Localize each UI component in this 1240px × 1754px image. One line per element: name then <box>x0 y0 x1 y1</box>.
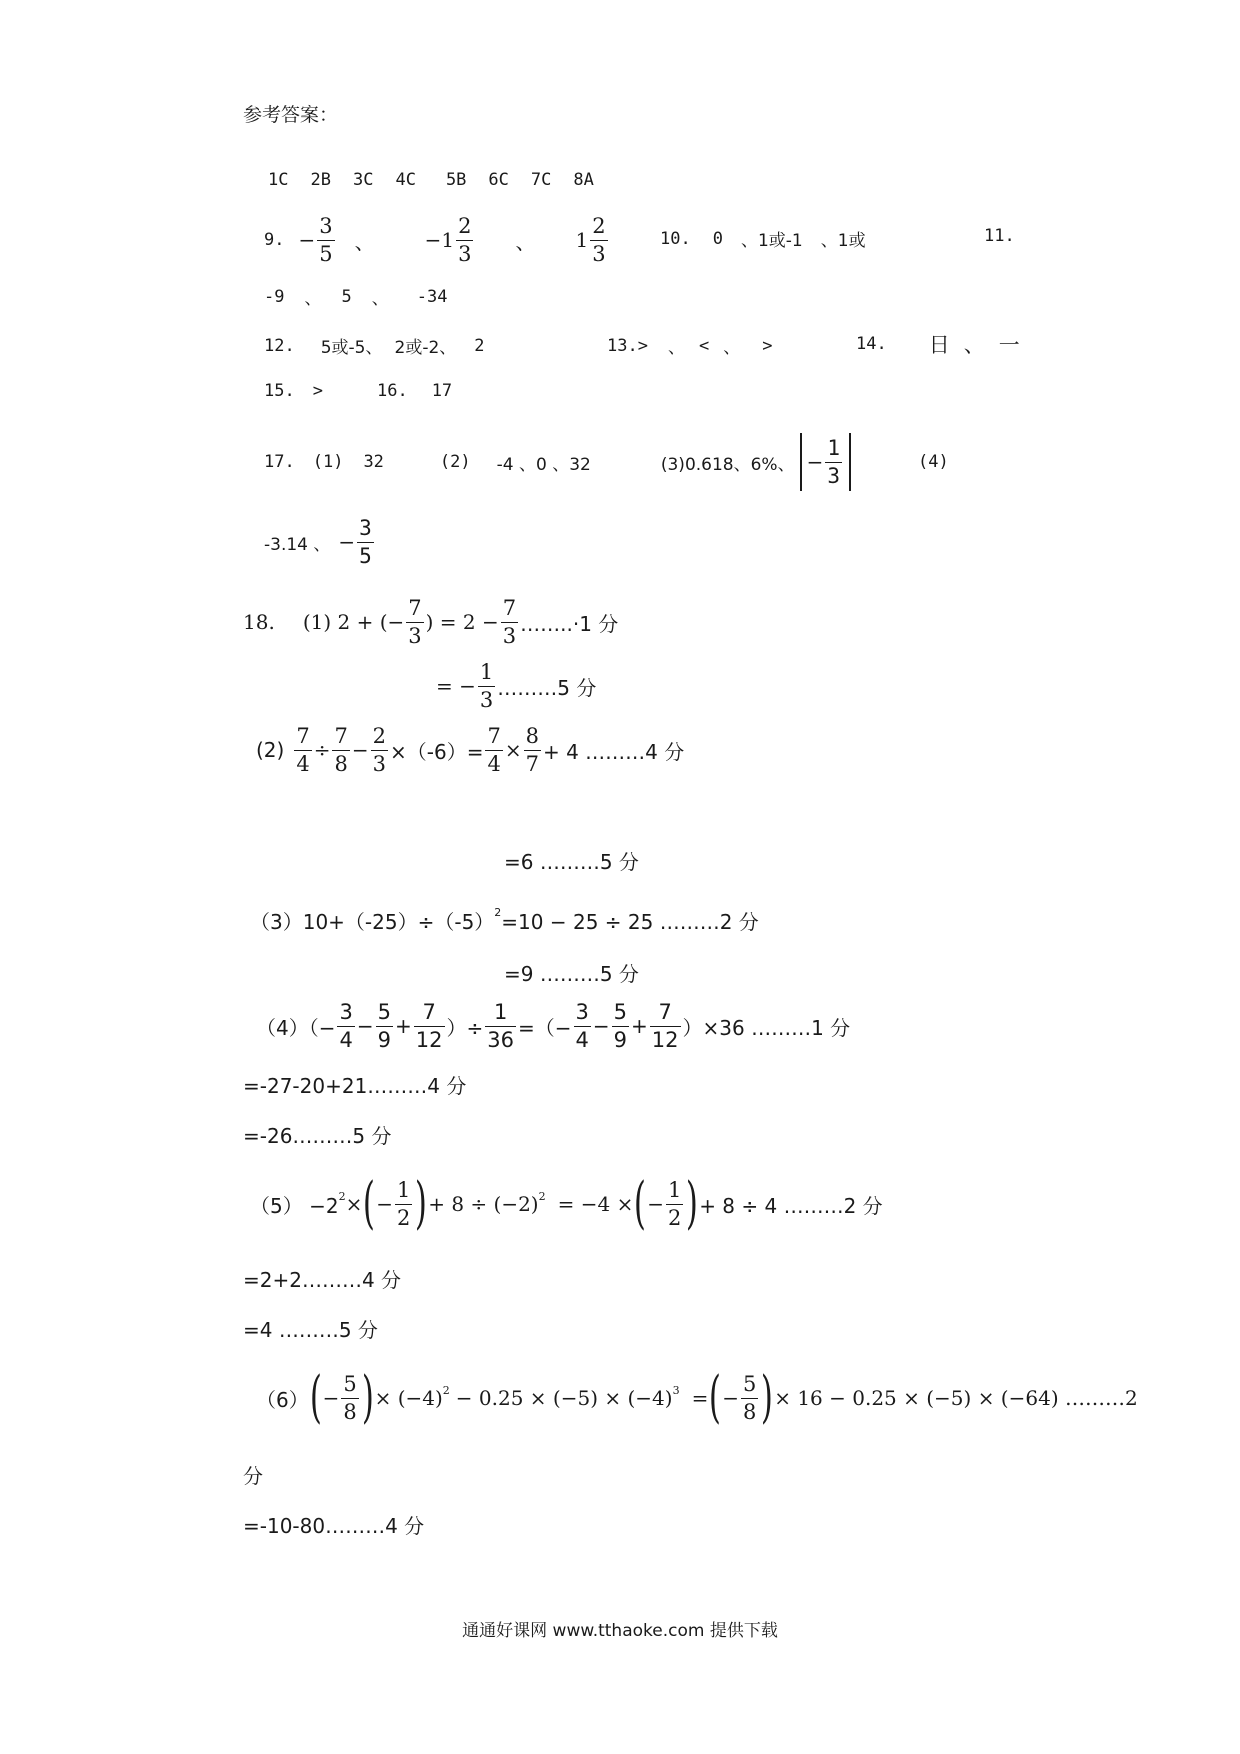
q9-fraction-2: 2 3 <box>458 213 472 266</box>
q9-fraction-1: $\frac{3}{5}$ <box>319 213 333 266</box>
q13-value-3: > <box>762 335 773 356</box>
q18-5-fraction-2: $\frac{1}{2}$ <box>667 1177 682 1230</box>
q18-4-expr-b: ）÷ <box>446 1015 484 1040</box>
q14-sep: 、 <box>963 333 985 357</box>
q18-4-op-2: + <box>395 1014 412 1038</box>
q10-row <box>660 226 866 251</box>
answer-3: 3C <box>352 170 374 190</box>
q18-1-score: ……..·1 分 <box>520 611 619 636</box>
answer-7: 7C <box>530 170 552 190</box>
q16-number: 16. <box>376 381 408 401</box>
q18-2-expr-b: ×（-6）= <box>390 739 484 764</box>
q18-5-neg-2: − <box>647 1192 664 1216</box>
q11-value-1: -9 <box>264 286 285 307</box>
q18-6-label: （6） <box>256 1387 309 1412</box>
q18-1-expr-a: (1) 2 + (− <box>302 610 405 634</box>
answer-5: 5B <box>445 170 467 190</box>
q14-value-1: 日 <box>928 333 950 357</box>
q11-sep-1: 、 <box>304 289 322 309</box>
left-paren-icon: ( <box>709 1365 722 1430</box>
q14-value-2: 一 <box>998 333 1020 357</box>
q17-row <box>264 430 949 494</box>
q17-part-4: (4) <box>918 452 949 472</box>
q18-2-fraction-4: $\frac{7}{4}$ <box>487 723 501 776</box>
q18-number: 18. <box>243 610 275 634</box>
q18-4-fraction-3: $\frac{7}{12}$ <box>415 999 443 1052</box>
q18-4-expr-a: （4）（− <box>256 1015 336 1040</box>
q18-6-exp-1: 2 <box>442 1383 450 1397</box>
q11-number: 11. <box>984 226 1015 246</box>
q16-value: 17 <box>431 381 453 401</box>
q18-2-fraction-5: $\frac{8}{7}$ <box>525 723 539 776</box>
q18-5-result-1: =2+2………4 分 <box>243 1268 402 1292</box>
q18-6-expr-f: × 16 − 0.25 × (−5) × (−64) ………2 <box>774 1386 1138 1410</box>
q18-2-op-3: × <box>504 738 522 762</box>
q17-part-1: (1) <box>312 452 344 472</box>
q18-6-expr-c: − 0.25 × (−5) × (−4) <box>455 1386 673 1410</box>
left-paren-icon: ( <box>309 1365 322 1430</box>
q17-part-2: (2) <box>439 452 471 472</box>
q18-4-op-1: − <box>356 1014 374 1038</box>
q12-value-2: 2或-2、 <box>394 338 457 358</box>
q18-2-fraction-2: $\frac{7}{8}$ <box>334 723 348 776</box>
right-paren-icon: ) <box>761 1365 774 1430</box>
q9-neg: − <box>298 228 316 252</box>
q18-4-fraction-2: $\frac{5}{9}$ <box>377 999 391 1052</box>
q18-4-op-4: + <box>631 1014 648 1038</box>
q10-value-1: 0 <box>712 228 723 249</box>
q18-6-fraction-1: $\frac{5}{8}$ <box>343 1371 357 1424</box>
q13-row <box>607 333 772 358</box>
q18-1-result-score: ………5 分 <box>497 675 597 700</box>
answer-8: 8A <box>573 170 594 190</box>
q17-part-1-value: 32 <box>363 452 384 472</box>
q18-4-fraction-7: $\frac{7}{12}$ <box>651 999 679 1052</box>
q18-5-fraction-1: $\frac{1}{2}$ <box>396 1177 411 1230</box>
q18-5-expr-c: + 8 ÷ (−2) <box>428 1192 539 1216</box>
q13-value-2: < <box>698 335 710 356</box>
q18-1-expr-b: ) = 2 − <box>425 610 499 634</box>
q12-row <box>264 333 485 358</box>
q18-6-exp-2: 3 <box>672 1383 680 1397</box>
q18-2-score: + 4 ………4 分 <box>542 739 685 764</box>
q18-2-label: (2) <box>256 738 285 762</box>
q9-row <box>264 208 610 272</box>
right-paren-icon: ) <box>686 1171 699 1236</box>
abs-bar-right <box>849 433 851 491</box>
q18-6-row <box>256 1362 1138 1434</box>
q18-1-result-fraction: $\frac{1}{3}$ <box>479 659 494 712</box>
q13-number: 13. <box>607 335 638 356</box>
q18-4-expr-c: =（− <box>518 1015 572 1040</box>
q18-5-row <box>250 1168 883 1240</box>
q17-number: 17. <box>264 452 295 472</box>
q17-part-2-value: -4 、0 、32 <box>496 454 591 475</box>
footer: 通通好课网 www.tthaoke.com 提供下载 <box>462 1621 778 1641</box>
q11-row <box>264 284 447 309</box>
q12-value-3: 2 <box>474 335 485 356</box>
q18-4-expr-e: ）×36 ………1 分 <box>682 1015 851 1040</box>
q12-value-1: 5或-5、 <box>320 338 383 358</box>
answer-1: 1C <box>268 170 289 190</box>
q18-6-eq: = <box>691 1386 709 1410</box>
q17-part-4-value: -3.14 、 <box>264 534 331 555</box>
q11-sep-2: 、 <box>371 289 389 309</box>
q18-6-neg: − <box>322 1386 340 1410</box>
answer-4: 4C <box>395 170 416 190</box>
q18-3-exponent: 2 <box>494 906 502 919</box>
choice-answers <box>268 170 594 190</box>
q17-part-3: (3)0.618、6%、 <box>660 454 795 475</box>
q18-1-result <box>436 654 596 718</box>
q18-5-expr-e: = −4 × <box>557 1192 634 1216</box>
q18-2-op-1: ÷ <box>313 738 331 762</box>
q15-value: > <box>312 381 323 401</box>
right-paren-icon: ) <box>361 1365 374 1430</box>
q17-row-2 <box>264 510 376 574</box>
right-paren-icon: ) <box>415 1171 428 1236</box>
abs-bar-left <box>800 433 802 491</box>
q18-6-fraction-2: $\frac{5}{8}$ <box>742 1371 757 1424</box>
q10-value-2: 、1或-1 <box>740 231 803 251</box>
answer-2: 2B <box>310 170 331 190</box>
q9-whole-2: −1 <box>424 228 455 252</box>
q17-part-4-neg: − <box>338 530 356 554</box>
q18-4-op-3: − <box>592 1014 610 1038</box>
left-paren-icon: ( <box>363 1171 376 1236</box>
q15-16-row <box>264 381 452 401</box>
q11-value-3: -34 <box>416 286 448 307</box>
q15-number: 15. <box>264 381 295 401</box>
q18-2-op-2: − <box>351 738 369 762</box>
q14-row <box>856 329 1020 359</box>
q9-sep-1: 、 <box>354 229 375 254</box>
q18-6-expr-b: × (−4) <box>374 1386 443 1410</box>
q18-6-result-1: =-10-80………4 分 <box>243 1514 425 1538</box>
q18-1-fraction-2: $\frac{7}{3}$ <box>502 595 517 648</box>
q9-number: 9. <box>264 230 285 250</box>
q18-4-fraction-4: $\frac{1}{36}$ <box>487 999 514 1052</box>
q18-3-expr-b: =10 − 25 ÷ 25 ………2 分 <box>501 910 759 934</box>
q18-5-expr-a: （5） −2 <box>250 1193 339 1218</box>
q18-1-result-eq: = − <box>436 674 476 698</box>
q18-2-row <box>256 718 684 782</box>
answer-6: 6C <box>488 170 509 190</box>
q13-sep-1: 、 <box>667 338 685 358</box>
q18-5-exp-1: 2 <box>338 1189 346 1203</box>
q18-4-result-1: =-27-20+21………4 分 <box>243 1074 467 1098</box>
q18-6-score-unit: 分 <box>243 1464 263 1488</box>
q18-5-result-2: =4 ………5 分 <box>243 1318 378 1342</box>
q18-4-fraction-5: $\frac{3}{4}$ <box>575 999 589 1052</box>
page-title: 参考答案： <box>243 104 339 126</box>
q18-5-exp-2: 2 <box>538 1189 546 1203</box>
q13-sep-2: 、 <box>723 338 741 358</box>
q18-2-result: =6 ………5 分 <box>504 850 639 874</box>
q18-3-expr-a: （3）10+（-25）÷（-5） <box>250 910 495 934</box>
q18-2-fraction-1: $\frac{7}{4}$ <box>296 723 310 776</box>
left-paren-icon: ( <box>634 1171 647 1236</box>
q18-1-row <box>243 590 618 654</box>
q17-part-3-fraction: $\frac{1}{3}$ <box>827 435 840 488</box>
q9-fraction-3: 2 3 <box>592 213 606 266</box>
q18-6-neg-2: − <box>722 1386 739 1410</box>
q17-part-4-fraction: $\frac{3}{5}$ <box>359 515 372 568</box>
q10-number: 10. <box>660 228 691 249</box>
q18-4-fraction-6: $\frac{5}{9}$ <box>613 999 628 1052</box>
q18-3-row <box>250 906 759 935</box>
q18-2-fraction-3: $\frac{2}{3}$ <box>372 723 386 776</box>
q18-5-neg: − <box>376 1192 393 1216</box>
q10-value-3: 、1或 <box>820 231 866 251</box>
q18-4-row <box>256 994 850 1058</box>
q18-5-expr-b: × <box>345 1192 363 1216</box>
q18-3-result: =9 ………5 分 <box>504 962 639 986</box>
q14-number: 14. <box>856 334 887 354</box>
q12-number: 12. <box>264 335 295 356</box>
q18-4-fraction-1: $\frac{3}{4}$ <box>339 999 353 1052</box>
q9-whole-3: 1 <box>575 228 589 252</box>
q18-5-expr-f: + 8 ÷ 4 ………2 分 <box>699 1193 883 1218</box>
q9-sep-2: 、 <box>515 229 536 254</box>
q11-value-2: 5 <box>341 286 352 307</box>
q18-1-fraction-1: $\frac{7}{3}$ <box>408 595 422 648</box>
q18-4-result-2: =-26………5 分 <box>243 1124 392 1148</box>
q17-part-3-neg: − <box>806 450 824 474</box>
q13-value-1: > <box>637 335 648 356</box>
